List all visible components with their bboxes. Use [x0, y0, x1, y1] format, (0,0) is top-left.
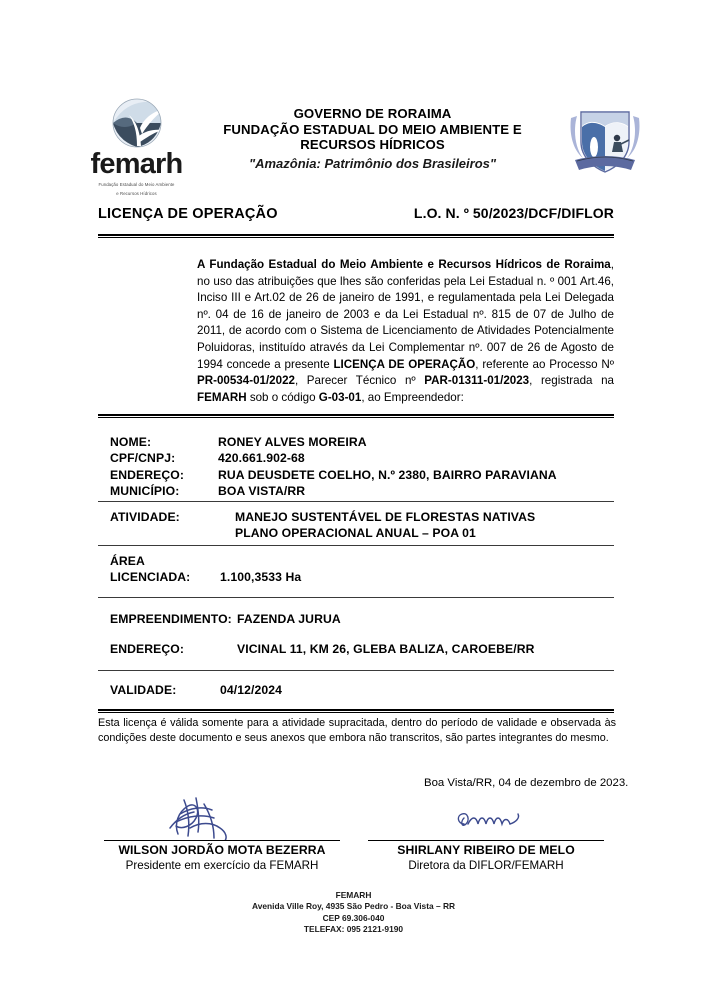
rule-above-disclaimer — [98, 709, 614, 713]
field-atividade-values — [235, 509, 535, 542]
field-atividade-value-line1: MANEJO SUSTENTÁVEL DE FLORESTAS NATIVAS — [235, 510, 536, 524]
field-endereco-value: RUA DEUSDETE COELHO, N.º 2380, BAIRRO PARAVIANA — [218, 467, 557, 482]
signature-role-director: Diretora da DIFLOR/FEMARH — [408, 859, 564, 872]
document-footer — [0, 890, 707, 936]
preamble-text-1: , no uso das atribuições que lhes são conferidas pela Lei Estadual n. º 001 Art.46, Inciso III e Art.02 de 26 de janeiro de 1991, e regulamentada pela Lei Delegada nº. 04 de 16 de janeiro de 2003 e da Lei Estadual nº. 815 de 07 de Julho de 2011, de acordo com o Sistema de Licenciamento de Atividades Potencialmente Poluidoras, instituído através da Lei Complementar nº. 007 de 26 de Agosto de 1994 concede a presente — [197, 258, 614, 371]
preamble-license-type: LICENÇA DE OPERAÇÃO — [333, 357, 476, 371]
rule-above-validade — [98, 670, 614, 671]
license-title: LICENÇA DE OPERAÇÃO — [98, 206, 278, 222]
field-validade-value: 04/12/2024 — [220, 683, 282, 697]
field-endereco2-value: VICINAL 11, KM 26, GLEBA BALIZA, CAROEBE/RR — [237, 642, 535, 656]
femarh-emblem-icon — [104, 98, 170, 152]
field-endereco — [110, 467, 610, 483]
femarh-wordmark: femarh — [90, 148, 183, 180]
preamble-paragraph — [197, 257, 614, 406]
field-municipio-value: BOA VISTA/RR — [218, 484, 306, 499]
field-area-line1 — [110, 553, 610, 569]
field-area-value: 1.100,3533 Ha — [220, 570, 302, 585]
field-nome-label: NOME: — [110, 435, 152, 449]
rule-above-atividade — [98, 501, 614, 502]
preamble-process-number: PR-00534-01/2022 — [197, 374, 295, 388]
header-title-block — [203, 106, 543, 171]
place-and-date: Boa Vista/RR, 04 de dezembro de 2023. — [424, 777, 629, 789]
preamble-text-3: , Parecer Técnico nº — [294, 374, 425, 388]
femarh-subtitle-line2: e Recursos Hídricos — [116, 191, 157, 197]
field-endereco2 — [110, 641, 610, 657]
signature-name-president: WILSON JORDÃO MOTA BEZERRA — [118, 843, 326, 857]
field-validade-label: VALIDADE: — [110, 683, 177, 697]
signature-role-president: Presidente em exercício da FEMARH — [125, 859, 319, 872]
header-motto: "Amazônia: Patrimônio dos Brasileiros" — [248, 155, 497, 171]
signature-block-director — [368, 800, 604, 873]
field-area-line2 — [110, 569, 610, 585]
preamble-entity: A Fundação Estadual do Meio Ambiente e Recursos Hídricos de Roraima — [197, 258, 611, 271]
field-area-label-line1: ÁREA — [110, 554, 145, 568]
field-area-label-line2: LICENCIADA: — [110, 570, 191, 585]
field-validade — [110, 682, 610, 698]
enterprise-address-field — [110, 641, 610, 657]
signature-line-director — [368, 840, 604, 841]
signature-name-director: SHIRLANY RIBEIRO DE MELO — [397, 843, 575, 857]
field-nome — [110, 434, 610, 450]
header-title-line-3: RECURSOS HÍDRICOS — [300, 137, 445, 152]
femarh-subtitle-line1: Fundação Estadual do Meio Ambiente — [98, 182, 175, 187]
signature-area — [98, 800, 616, 875]
field-empreendimento-value: FAZENDA JURUA — [237, 612, 341, 626]
preamble-text-6: , ao Empreendedor: — [361, 390, 464, 404]
field-cpf-label: CPF/CNPJ: — [110, 451, 176, 466]
field-cpf-value: 420.661.902-68 — [218, 451, 305, 466]
activity-field — [110, 509, 610, 542]
footer-line-2: Avenida Ville Roy, 4935 São Pedro - Boa Vista – RR — [251, 901, 456, 912]
license-title-bar — [98, 205, 614, 222]
enterprise-field — [110, 611, 610, 627]
preamble-text-4: , registrada na — [529, 374, 614, 388]
validity-field — [110, 682, 610, 698]
field-atividade-label: ATIVIDADE: — [110, 510, 180, 524]
field-municipio — [110, 483, 610, 499]
field-endereco2-label: ENDEREÇO: — [110, 642, 185, 656]
preamble-code: G-03-01 — [318, 390, 362, 404]
coat-of-arms-icon — [567, 100, 643, 182]
preamble-agency: FEMARH — [197, 390, 247, 404]
licensed-area-field — [110, 553, 610, 586]
handwritten-signature-president-icon — [104, 794, 340, 840]
footer-line-4: TELEFAX: 095 2121-9190 — [303, 924, 404, 935]
license-number: L.O. N. º 50/2023/DCF/DIFLOR — [413, 205, 614, 221]
disclaimer-text: Esta licença é válida somente para a atividade supracitada, dentro do período de validade e observada às condições deste documento e seus anexos que embora não transcritos, são partes integrantes do mesmo. — [98, 717, 616, 744]
field-empreendimento — [110, 611, 610, 627]
preamble-text-2: , referente ao Processo Nº — [475, 357, 614, 371]
preamble-text-5: sob o código — [246, 390, 319, 404]
field-municipio-label: MUNICÍPIO: — [110, 484, 180, 499]
roraima-coat-of-arms — [557, 100, 653, 182]
header-title-line-2: FUNDAÇÃO ESTADUAL DO MEIO AMBIENTE E — [223, 121, 522, 137]
field-atividade — [110, 509, 610, 542]
femarh-logo — [71, 98, 203, 197]
rule-under-license-title — [98, 234, 614, 238]
header-title-line-1: GOVERNO DE RORAIMA — [293, 106, 452, 121]
handwritten-signature-director-icon — [368, 794, 604, 840]
field-cpf — [110, 450, 610, 466]
rule-above-empreendimento — [98, 597, 614, 598]
identification-fields — [110, 434, 610, 500]
footer-line-3: CEP 69.306-040 — [322, 912, 385, 923]
field-atividade-value-line2: PLANO OPERACIONAL ANUAL – POA 01 — [235, 526, 476, 541]
rule-above-area — [98, 545, 614, 546]
field-empreendimento-label: EMPREENDIMENTO: — [110, 612, 232, 626]
field-endereco-label: ENDEREÇO: — [110, 467, 185, 482]
signature-line-president — [104, 840, 340, 841]
field-nome-value: RONEY ALVES MOREIRA — [218, 435, 367, 449]
footer-line-1: FEMARH — [335, 890, 372, 900]
rule-above-identification — [98, 414, 614, 418]
document-header — [0, 96, 707, 197]
preamble-opinion-number: PAR-01311-01/2023 — [424, 374, 530, 388]
signature-block-president — [104, 800, 340, 873]
